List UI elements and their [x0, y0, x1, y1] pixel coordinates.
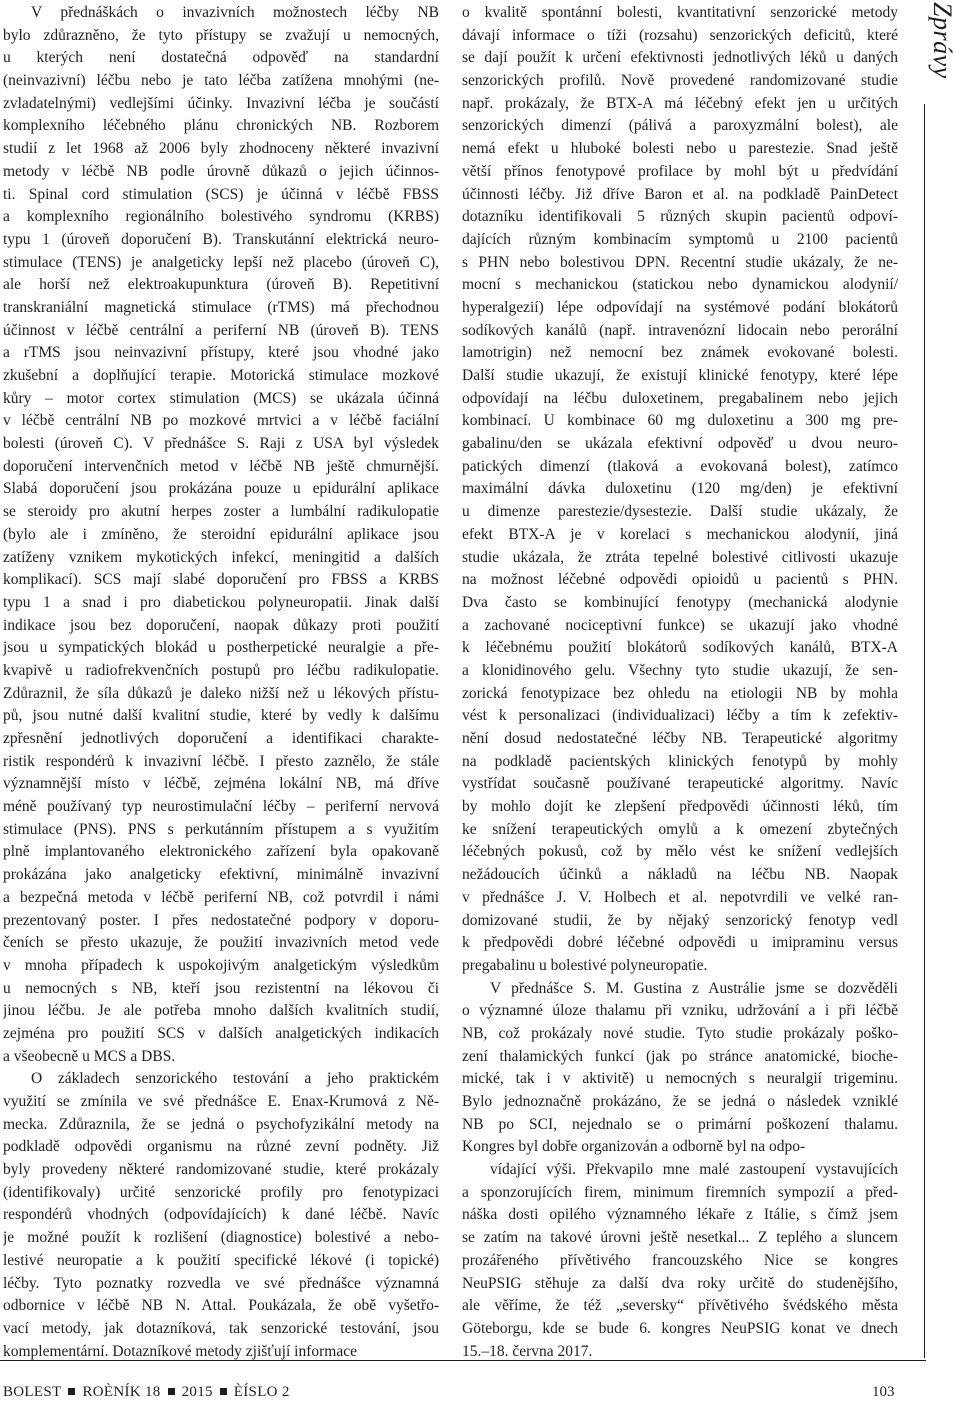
journal-year: 2015	[181, 1384, 213, 1400]
text-line: v přednášce J. V. Holbech et al. nepotvrdili ve velké ran-	[462, 888, 898, 906]
text-line: nění dosud nedostatečné léčby NB. Terapeutické algoritmy	[462, 730, 898, 747]
text-line: 15.–18. června 2017.	[462, 1342, 593, 1360]
text-line: Další studie ukazují, že existují klinické fenotypy, které lépe	[462, 367, 898, 384]
text-line: ale horší než elektroakupunktura (úroveň B). Repetitivní	[3, 276, 439, 294]
text-line: (bylo ale i zmíněno, že steroidní epidurální aplikace jsou	[3, 525, 439, 543]
text-line: u dimenze parestezie/dysestezie. Další studie ukázaly, že	[462, 503, 898, 521]
text-line: a zachované nociceptivní funkce) se ukazují jako vhodné	[462, 616, 898, 634]
text-line: gabalinu/den se ukázala efektivní odpověď u dvou neuro-	[462, 435, 898, 453]
text-line: u kterých není dostatečná odpověď na standardní	[3, 49, 439, 67]
text-line: odbornice v léčbě NB N. Attal. Poukázala, že obě vyšetřo-	[3, 1297, 439, 1315]
text-line: využití se zmínila ve své přednášce E. Enax-Krumová z Ně-	[3, 1093, 439, 1110]
square-bullet-icon	[68, 1388, 75, 1395]
text-line: o kvalitě spontánní bolesti, kvantitativní senzorické metody	[462, 4, 898, 21]
square-bullet-icon	[220, 1388, 227, 1395]
text-line: a komplexního regionálního bolestivého syndromu (KRBS)	[3, 208, 439, 226]
text-line: náška dosti opilého významného lékaře z Itálie, s čímž jsem	[462, 1206, 898, 1224]
journal-issue: ÈÍSLO 2	[233, 1384, 290, 1400]
text-line: kvapivě u radiofrekvenčních postupů pro léčbu radikulopatie.	[3, 661, 439, 679]
vertical-rule	[924, 104, 925, 1358]
text-line: bylo zdůrazněno, že tyto přístupy se zvažují u nemocných,	[3, 26, 439, 44]
text-line: Göteborgu, kde se bude 6. kongres NeuPSIG konat ve dnech	[462, 1319, 898, 1337]
text-line: a sponzorujících firem, minimum firemních sympozií a před-	[462, 1183, 898, 1201]
text-line: NB po SCI, nejednalo se o primární poškození thalamu.	[462, 1115, 898, 1133]
square-bullet-icon	[168, 1388, 175, 1395]
text-line: bolesti (úroveň C). V přednášce S. Raji z USA byl výsledek	[3, 435, 439, 453]
text-line: Slabá doporučení jsou prokázána pouze u epidurální aplikace	[3, 480, 439, 498]
text-line: a rTMS jsou neinvazivní přístupy, které jsou vhodné jako	[3, 344, 439, 362]
text-line: na možnost léčebné odpovědi opioidů u pacientů s PHN.	[462, 571, 898, 589]
text-line: (neinvazivní) léčbu nebo je tato léčba zatížena mnohými (ne-	[3, 72, 439, 90]
left-text-column	[3, 2, 439, 1363]
text-line: V přednášce S. M. Gustina z Austrálie jsme se dozvěděli	[490, 979, 898, 997]
text-line: O základech senzorického testování a jeho praktickém	[31, 1070, 439, 1088]
text-line: Zdůraznil, že síla důkazů je daleko nižší než u lékových přístu-	[3, 684, 439, 702]
text-line: NeuPSIG stěhuje za další dva roky určitě do studenějšího,	[462, 1274, 898, 1292]
text-line: odpovídají na léčbu duloxetinem, pregabalinem nebo jejich	[462, 389, 898, 407]
text-line: vací metody, jak dotazníková, tak senzorické testování, jsou	[3, 1319, 439, 1337]
text-line: respondérů vhodných (odpovídajících) k dané léčbě. Navíc	[3, 1206, 439, 1224]
text-line: (identifikovaly) určité senzorické profily pro fenotypizaci	[3, 1183, 439, 1201]
text-line: indikace jsou bez doporučení, naopak důkazy proti použití	[3, 616, 439, 634]
text-line: stimulace (PNS). PNS s perkutánním přístupem a s využitím	[3, 820, 439, 838]
text-line: NB, což prokázaly nové studie. Tyto studie prokázaly poško-	[462, 1024, 898, 1042]
text-line: se steroidy pro akutní herpes zoster a lumbální radikulopatie	[3, 503, 439, 521]
text-line: v mnoha případech k uspokojivým analgetickým výsledkům	[3, 956, 439, 974]
footer-rule	[0, 1360, 926, 1361]
text-line: k léčebnému použití blokátorů sodíkových kanálů, BTX-A	[462, 639, 898, 657]
text-line: by mohlo dojít ke zlepšení předpovědi účinnosti léků, tím	[462, 798, 898, 816]
text-line: mocní s mechanickou (statickou nebo dynamickou alodynií/	[462, 276, 898, 294]
text-line: domizované studii, že by nějaký senzorický fenotyp vedl	[462, 911, 898, 929]
text-line: podkladě odpovědi organismu na různé zevní podněty. Již	[3, 1138, 439, 1156]
text-line: stimulace (TENS) je analgeticky lepší než placebo (úroveň C),	[3, 253, 439, 271]
text-line: transkraniální magnetická stimulace (rTMS) má přechodnou	[3, 298, 439, 316]
text-line: efekt BTX-A je v korelaci s mechanickou alodynií, jiná	[462, 525, 898, 543]
text-line: zatíženy vznikem mykotických infekcí, meningitid a dalších	[3, 548, 439, 566]
text-line: hyperalgezií) lépe odpovídají na systémové podání blokátorů	[462, 298, 898, 316]
text-line: např. prokázaly, že BTX-A má léčebný efekt jen u určitých	[462, 94, 898, 112]
text-line: mecka. Zdůraznila, že se jedná o psychofyzikální metody na	[3, 1115, 439, 1133]
text-line: ti. Spinal cord stimulation (SCS) je účinná v léčbě FBSS	[3, 185, 439, 203]
text-line: s PHN nebo bolestivou DPN. Recentní studie ukázaly, že ne-	[462, 253, 898, 271]
text-line: dotazníku identifikovali 5 různých skupin pacientů odpoví-	[462, 208, 898, 226]
text-line: účinnost v léčbě centrální a periferní NB (úroveň B). TENS	[3, 321, 439, 339]
text-line: senzorických profilů. Nově provedené randomizované studie	[462, 72, 898, 90]
text-line: prozářeného přívětivého francouzského Nice se kongres	[462, 1251, 898, 1269]
text-line: a klonidinového gelu. Všechny tyto studie ukazují, že sen-	[462, 661, 898, 679]
text-line: nežádoucích účinků a nákladů na léčbu NB. Naopak	[462, 866, 898, 884]
text-line: lamotrigin) než nemocní bez známek evokované bolesti.	[462, 344, 898, 362]
text-line: mické, tak i v aktivitě) u nemocných s neuralgií trigeminu.	[462, 1070, 898, 1088]
text-line: plně implantovaného elektronického zařízení byla opakovaně	[3, 843, 439, 861]
text-line: byly provedeny některé randomizované studie, které prokázaly	[3, 1161, 439, 1179]
text-line: zorická fenotypizace bez ohledu na etiologii NB by mohla	[462, 684, 898, 702]
section-label-text: Zprávy	[928, 2, 957, 79]
text-line: jsou u sympatických blokád u postherpetické neuralgie a pře-	[3, 639, 439, 657]
text-line: jinou léčbu. Je ale potřeba mnoho dalších kvalitních studií,	[3, 1002, 439, 1020]
text-line: doporučení intervenčních metod v léčbě NB ještě chmurnější.	[3, 457, 439, 475]
footer-journal-info	[3, 1382, 290, 1402]
text-line: typu 1 a snad i pro diabetickou polyneuropatii. Jinak další	[3, 593, 439, 611]
journal-volume: ROÈNÍK 18	[82, 1384, 161, 1400]
text-line: na podkladě pacientských klinických fenotypů by mohly	[462, 752, 898, 770]
text-line: komplikací). SCS mají slabé doporučení pro FBSS a KRBS	[3, 571, 439, 589]
text-line: pregabalinu u bolestivé polyneuropatie.	[462, 956, 708, 974]
text-line: ale věříme, že též „seversky“ přívětivého švédského města	[462, 1297, 898, 1315]
text-line: prokázána jako analgeticky efektivní, minimálně invazivní	[3, 866, 439, 884]
text-line: sodíkových kanálů (např. intravenózní lidocain nebo perorální	[462, 321, 898, 339]
text-line: vést k personalizaci (individualizaci) léčby a tím k zefektiv-	[462, 707, 898, 725]
text-line: Dva často se kombinující fenotypy (mechanická alodynie	[462, 593, 898, 611]
text-line: kůry – motor cortex stimulation (MCS) se ukázala účinná	[3, 389, 439, 407]
text-line: Bylo jednoznačně prokázáno, že se jedná o následek vzniklé	[462, 1093, 898, 1110]
text-line: ristik respondérů k invazivní léčbě. I přesto zaznělo, že stále	[3, 752, 439, 770]
text-line: maximální dávka duloxetinu (120 mg/den) je efektivní	[462, 480, 898, 498]
text-line: zejména pro použití SCS v dalších analgetických indikacích	[3, 1024, 439, 1042]
text-line: V přednáškách o invazivních možnostech léčby NB	[31, 4, 439, 21]
text-line: významnější místo v léčbě, zejména lokální NB, má dříve	[3, 775, 439, 793]
text-line: ke snížení terapeutických omylů a k omezení zbytečných	[462, 820, 898, 838]
text-line: k předpovědi dobré léčebné odpovědi u imipraminu versus	[462, 934, 898, 952]
text-line: o významné úloze thalamu při vzniku, udržování a i při léčbě	[462, 1002, 898, 1020]
text-line: dávají informace o tíži (rozsahu) senzorických deficitů, které	[462, 26, 898, 44]
section-label	[926, 2, 958, 98]
text-line: vystřídat současně používané terapeutické algoritmy. Navíc	[462, 775, 898, 793]
text-line: pů, jsou nutné další kvalitní studie, které by vedly k dalšímu	[3, 707, 439, 725]
text-line: dajících různým kombinacím symptomů u 2100 pacientů	[462, 230, 898, 248]
text-line: zení thalamických funkcí (jak po stránce anatomické, bioche-	[462, 1047, 898, 1065]
text-line: v léčbě centrální NB po mozkové mrtvici a v léčbě faciální	[3, 412, 439, 430]
text-line: kombinací. U kombinace 60 mg duloxetinu a 300 mg pre-	[462, 412, 898, 430]
text-line: je možné použít k rozlišení (diagnostice) bolestivé a nebo-	[3, 1229, 439, 1247]
text-line: komplementární. Dotazníkové metody zjišťují informace	[3, 1342, 357, 1360]
text-line: čeních se přesto ukazuje, že použití invazivních metod vede	[3, 934, 439, 952]
text-line: se zatím na takové úrovni ještě nesetkal... Z teplého a sluncem	[462, 1229, 898, 1247]
text-line: a bezpečná metoda v léčbě periferní NB, což potvrdil i námi	[3, 888, 439, 906]
text-line: větší přínos fenotypové profilace by mohl být u předvídání	[462, 162, 898, 180]
text-line: lestivé neuropatie a k použití specifické lékové (i topické)	[3, 1251, 439, 1269]
text-line: senzorických dimenzí (pálivá a paroxyzmální bolest), ale	[462, 117, 898, 135]
page-number: 103	[872, 1384, 895, 1400]
text-line: vídající výši. Překvapilo mne malé zastoupení vystavujících	[490, 1161, 898, 1179]
text-line: typu 1 (úroveň doporučení B). Transkutánní elektrická neuro-	[3, 230, 439, 248]
text-line: metody v léčbě NB podle úrovně důkazů o jejich účinnos-	[3, 162, 439, 180]
right-text-column	[462, 2, 898, 1363]
text-line: studie ukázala, že ztráta tepelné bolestivé citlivosti ukazuje	[462, 548, 898, 566]
text-line: a všeobecně u MCS a DBS.	[3, 1047, 176, 1065]
text-line: účinnosti léčby. Již dříve Baron et al. na podkladě PainDetect	[462, 185, 898, 203]
text-line: zpřesnění jednotlivých doporučení a identifikaci charakte-	[3, 730, 439, 747]
text-line: méně používaný typ neurostimulační léčby – periferní nervová	[3, 798, 439, 816]
text-line: u nemocných s NB, kteří jsou rezistentní na lékovou či	[3, 979, 439, 997]
text-line: prezentovaný poster. I přes nedostatečné podpory v doporu-	[3, 911, 439, 929]
text-line: komplexního léčebného plánu chronických NB. Rozborem	[3, 117, 439, 135]
text-line: patických dimenzí (tlaková a evokovaná bolest), zatímco	[462, 457, 898, 475]
text-line: Kongres byl dobře organizován a odborně byl na odpo-	[462, 1138, 806, 1156]
text-line: studií z let 1968 až 2006 byly zhodnoceny některé invazivní	[3, 140, 439, 158]
text-line: léčby. Tyto poznatky rozvedla ve své přednášce významná	[3, 1274, 439, 1292]
text-line: zkušební a doplňující terapie. Motorická stimulace mozkové	[3, 367, 439, 384]
journal-name: BOLEST	[3, 1384, 62, 1400]
text-line: nemá efekt u hluboké bolesti nebo u parestezie. Snad ještě	[462, 140, 898, 158]
text-line: léčebných pokusů, což by mělo vést ke snížení vedlejších	[462, 843, 898, 861]
text-line: se dají použít k určení efektivnosti jednotlivých léků u daných	[462, 49, 898, 67]
text-line: zvladatelnými) vedlejšími účinky. Invazivní léčba je součástí	[3, 94, 439, 112]
